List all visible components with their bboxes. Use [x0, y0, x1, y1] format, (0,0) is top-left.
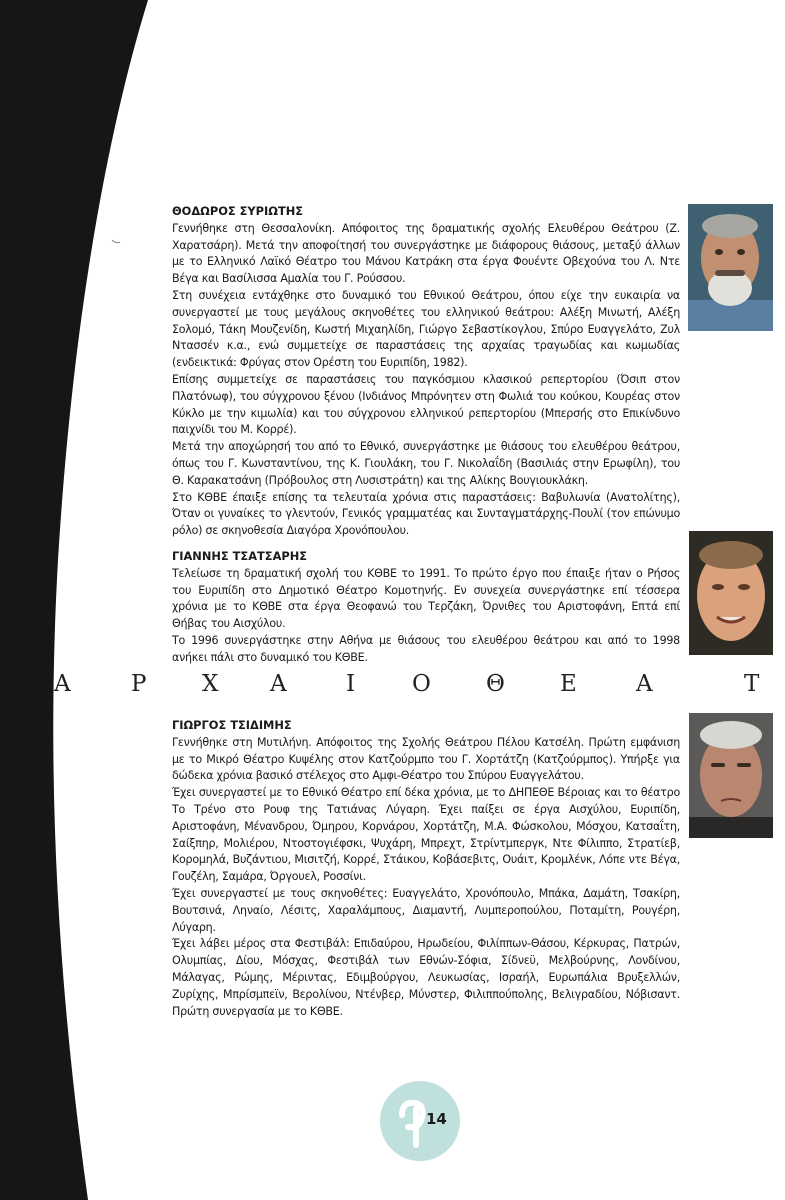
- banner-letter: Α: [636, 671, 653, 697]
- actor-photo: [689, 713, 773, 838]
- banner-letter: Ρ: [131, 671, 147, 697]
- bio-paragraph: Τελείωσε τη δραματική σχολή του ΚΘΒΕ το 1991. Το πρώτο έργο που έπαιξε ήταν ο Ρήσος του Ευριπίδη στο Δημοτικό Θέατρο Κομοτηνής. Εν συνεχεία συνεργάστηκε επί τέσσερα χρόνια με το ΚΘΒΕ στα έργα Θεοφανώ του Τερζάκη, Όρνιθες του Αριστοφάνη, Επτά επί Θήβας του Αισχύλου.: [172, 566, 680, 631]
- bio-paragraph: Έχει λάβει μέρος στα Φεστιβάλ: Επιδαύρου, Ηρωδείου, Φιλίππων-Θάσου, Κέρκυρας, Πατρών, Ολυμπίας, Δίου, Μόσχας, Φεστιβάλ των Εθνών-Σόφια, Σίδνεϋ, Μελβούρνης, Λονδίνου, Μάλαγας, Ρώμης, Μέριντας, Εδιμβούργου, Λευκωσίας, Ισραήλ, Ευρωπάλια Βρυξελλών, Ζυρίχης, Μπρίσμπεϊν, Βερολίνου, Ντένβερ, Μύνστερ, Φιλιππούπολης, Βελιγραδίου, Νόβισαντ. Πρώτη συνεργασία με το ΚΘΒΕ.: [172, 937, 680, 1018]
- actor-name: ΓΙΑΝΝΗΣ ΤΣΑΤΣΑΡΗΣ: [172, 549, 308, 563]
- banner-letter: Ο: [412, 671, 431, 697]
- actor-photo: [688, 204, 773, 331]
- bio-section: [172, 203, 680, 540]
- bio-paragraph: Γεννήθηκε στη Μυτιλήνη. Απόφοιτος της Σχολής Θεάτρου Πέλου Κατσέλη. Πρώτη εμφάνιση με το Μικρό Θέατρο Κυψέλης στον Κατζούρμπο του Γ. Χορτάτζη (Κατζούρμπος). Υπήρξε για δώδεκα χρόνια βασικό στέλεχος στο Αμφι-Θέατρο του Σπύρου Ευαγγελάτου.: [172, 735, 680, 783]
- banner-letter: Χ: [202, 671, 219, 697]
- actor-name: ΘΟΔΩΡΟΣ ΣΥΡΙΩΤΗΣ: [172, 204, 304, 218]
- bio-paragraph: Έχει συνεργαστεί με το Εθνικό Θέατρο επί δέκα χρόνια, με το ΔΗΠΕΘΕ Βέροιας και το θέατρο Το Τρένο στο Ρουφ της Τατιάνας Λύγαρη. Έχει παίξει σε έργα Αισχύλου, Ευριπίδη, Αριστοφάνη, Μένανδρου, Όμηρου, Κορνάρου, Χορτάτζη, Μ.Α. Φώσκολου, Μόσχου, Κατσαΐτη, Σαίξπηρ, Μολιέρου, Ντοστογιέφσκι, Ψυχάρη, Μπρεχτ, Στρίντμπεργκ, Ντε Φίλιππο, Στρατίεβ, Κορομηλά, Βυζάντιου, Μισιτζή, Κορρέ, Στάικου, Κοβάσεβιτς, Ουάιτ, Κρομλένκ, Λόπε ντε Βέγα, Γουζέλη, Σαμάρα, Όργουελ, Ροσσίνι.: [172, 786, 680, 884]
- bio-section: [172, 717, 680, 1020]
- banner-letter: Α: [54, 671, 71, 697]
- page-number: 14: [426, 1110, 447, 1128]
- banner-letter: Α: [270, 671, 287, 697]
- bio-paragraph: Μετά την αποχώρησή του από το Εθνικό, συνεργάστηκε με θιάσους του ελευθέρου θεάτρου, όπως του Γ. Κωνσταντίνου, της Κ. Γιουλάκη, του Γ. Νικολαΐδη (Βασιλιάς στην Ερωφίλη), του Θ. Καρακατσάνη (Πρόβουλος στη Λυσιστράτη) και της Αλίκης Βουγιουκλάκη.: [172, 440, 680, 487]
- bio-section: [172, 548, 680, 667]
- theatre-logo-icon: [378, 1079, 462, 1163]
- bio-paragraph: Γεννήθηκε στη Θεσσαλονίκη. Απόφοιτος της δραματικής σχολής Ελευθέρου Θεάτρου (Ζ. Χαρατσάρη). Μετά την αποφοίτησή του συνεργάστηκε με διάφορους θιάσους, μεταξύ άλλων με το Ελληνικό Λαϊκό Θέατρο του Μάνου Κατράκη στα έργα Φουέντε Οβεχούνα του Λ. Ντε Βέγα και Βασίλισσα Αμαλία του Γ. Ρούσσου.: [172, 221, 680, 286]
- banner-letter: Θ: [486, 671, 505, 697]
- banner-letter: Τ: [744, 671, 760, 697]
- bio-paragraph: Επίσης συμμετείχε σε παραστάσεις του παγκόσμιου κλασικού ρεπερτορίου (Όσιπ στον Πλατόνωφ), του σύγχρονου ξένου (Ινδιάνος Μπρόνητεν στη Φωλιά του κούκου, Κουρέας στον Κύκλο με την κιμωλία) και του σύγχρονου ελληνικού ρεπερτορίου (Μπερσής στο Επικίνδυνο παιχνίδι του Μ. Κορρέ).: [172, 372, 680, 437]
- bio-paragraph: Έχει συνεργαστεί με τους σκηνοθέτες: Ευαγγελάτο, Χρονόπουλο, Μπάκα, Δαμάτη, Τσακίρη, Βουτσινά, Ληναίο, Λέσιτς, Χαραλάμπους, Διαμαντή, Λυμπεροπούλου, Ποταμίτη, Ρουγέρη, Λύγαρη.: [172, 886, 680, 934]
- banner-letter: Ι: [346, 671, 356, 697]
- section-banner: [0, 668, 785, 702]
- bio-paragraph: Στο ΚΘΒΕ έπαιξε επίσης τα τελευταία χρόνια στις παραστάσεις: Βαβυλωνία (Ανατολίτης), Όταν οι γυναίκες το γλεντούν, Γενικός γραμματέας και Συνταγματάρχης-Πουλί (τον επώνυμο ρόλο) σε σκηνοθεσία Διαγόρα Χρονόπουλου.: [172, 490, 680, 538]
- bio-paragraph: Στη συνέχεια εντάχθηκε στο δυναμικό του Εθνικού Θεάτρου, όπου είχε την ευκαιρία να συνεργαστεί με τους μεγάλους σκηνοθέτες του ελληνικού θεάτρου: Αλέξη Μινωτή, Αλέξη Σολομό, Τάκη Μουζενίδη, Κωστή Μιχαηλίδη, Γιώργο Σεβαστίκογλου, Σπύρο Ευαγγελάτο, Ζυλ Ντασσέν κ.α., ενώ συμμετείχε σε παραστάσεις της αρχαίας τραγωδίας και κωμωδίας (ενδεικτικά: Φρύγας στον Ορέστη του Ευριπίδη, 1982).: [172, 288, 680, 370]
- actor-photo: [689, 531, 773, 655]
- banner-letter: Ε: [560, 671, 577, 697]
- actor-name: ΓΙΩΡΓΟΣ ΤΣΙΔΙΜΗΣ: [172, 718, 292, 732]
- bio-paragraph: Το 1996 συνεργάστηκε στην Αθήνα με θιάσους του ελευθέρου θεάτρου και από το 1998 ανήκει πάλι στο δυναμικό του ΚΘΒΕ.: [172, 633, 680, 664]
